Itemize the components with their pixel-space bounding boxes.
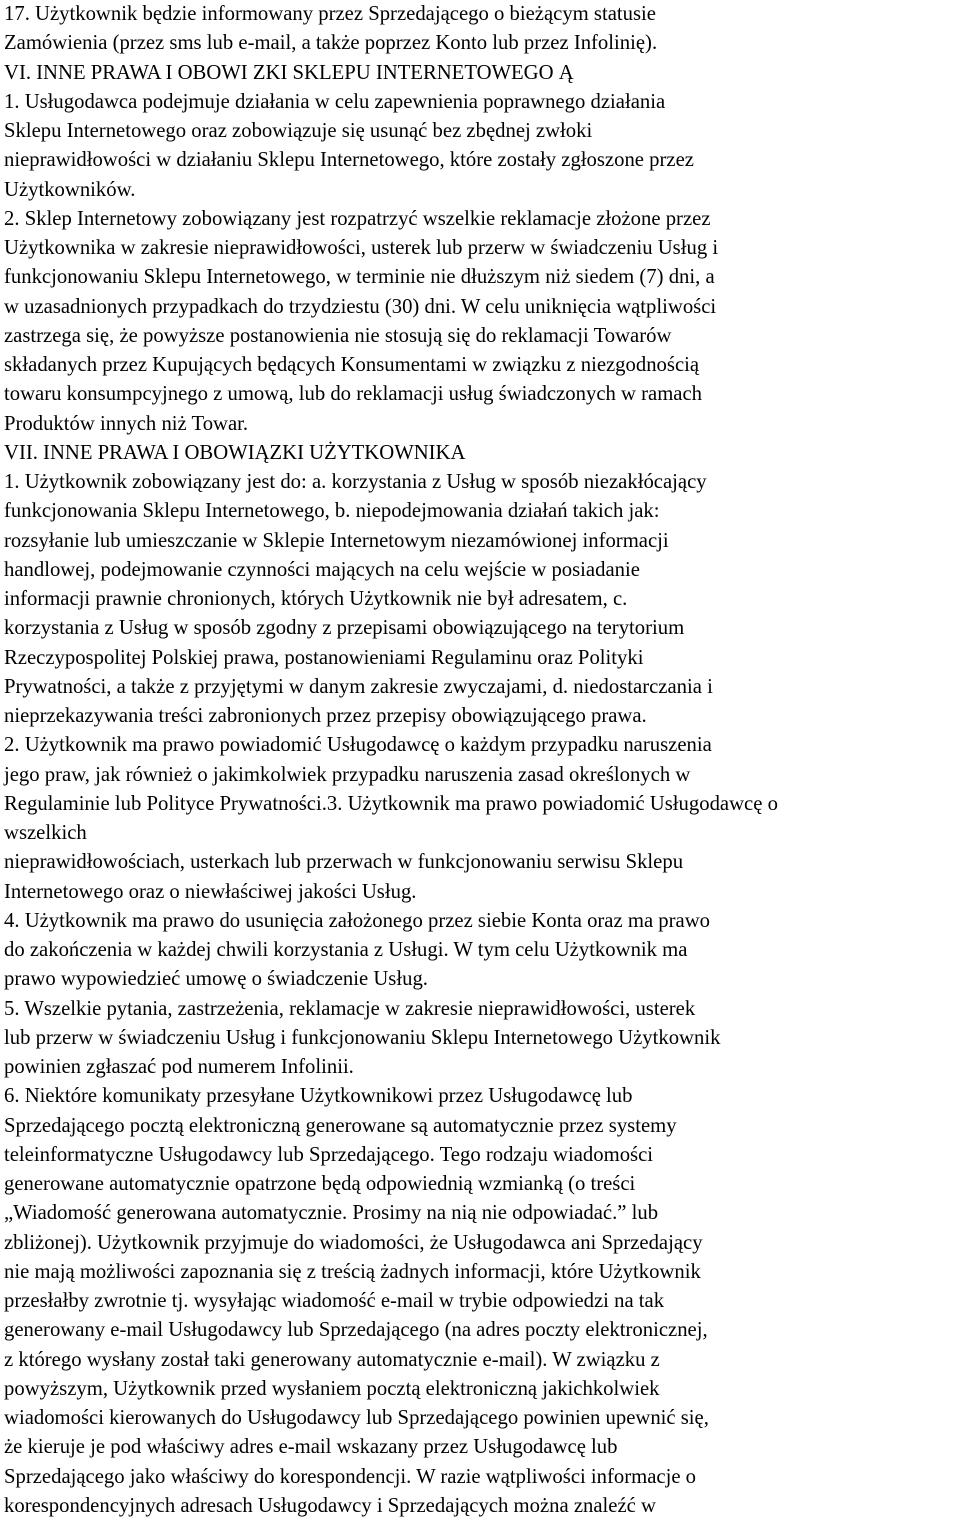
text-line: wiadomości kierowanych do Usługodawcy lub Sprzedającego powinien upewnić się, — [4, 1407, 709, 1429]
text-line: Sprzedającego jako właściwy do korespondencji. W razie wątpliwości informacje o — [4, 1465, 697, 1488]
text-line: nieprzekazywania treści zabronionych przez przepisy obowiązującego prawa. — [4, 705, 647, 727]
text-line: 2. Użytkownik ma prawo powiadomić Usługodawcę o każdym przypadku naruszenia — [4, 734, 712, 757]
text-line: 6. Niektóre komunikaty przesyłane Użytkownikowi przez Usługodawcę lub — [4, 1085, 633, 1108]
text-line: Internetowego oraz o niewłaściwej jakości Usług. — [4, 880, 417, 903]
text-line: Sklepu Internetowego oraz zobowiązuje się usunąć bez zbędnej zwłoki — [4, 120, 593, 142]
text-line: Rzeczypospolitej Polskiej prawa, postanowieniami Regulaminu oraz Polityki — [4, 646, 644, 669]
text-line: generowane automatycznie opatrzone będą odpowiednią wzmianką (o treści — [4, 1173, 636, 1195]
text-line: VI. INNE PRAWA I OBOWI ZKI SKLEPU INTERNETOWEGO Ą — [4, 61, 574, 84]
text-line: funkcjonowania Sklepu Internetowego, b. niepodejmowania działań takich jak: — [4, 500, 660, 523]
text-line: zastrzega się, że powyższe postanowienia nie stosują się do reklamacji Towarów — [4, 324, 672, 347]
text-line: teleinformatyczne Usługodawcy lub Sprzedającego. Tego rodzaju wiadomości — [4, 1143, 654, 1166]
text-line: Sprzedającego pocztą elektroniczną generowane są automatycznie przez systemy — [4, 1114, 677, 1137]
text-line: lub przerw w świadczeniu Usług i funkcjonowaniu Sklepu Internetowego Użytkownik — [4, 1026, 721, 1049]
text-line: VII. INNE PRAWA I OBOWIĄZKI UŻYTKOWNIKA — [4, 441, 466, 464]
text-line: 1. Usługodawca podejmuje działania w celu zapewnienia poprawnego działania — [4, 90, 666, 113]
text-line: wszelkich — [4, 822, 87, 844]
text-line: informacji prawnie chronionych, których Użytkownik nie był adresatem, c. — [4, 588, 628, 610]
text-line: składanych przez Kupujących będących Konsumentami w związku z niezgodnością — [4, 354, 700, 376]
text-line: z którego wysłany został taki generowany automatycznie e-mail). W związku z — [4, 1348, 660, 1371]
text-line: rozsyłanie lub umieszczanie w Sklepie Internetowym niezamówionej informacji — [4, 529, 669, 552]
text-line: jego praw, jak również o jakimkolwiek przypadku naruszenia zasad określonych w — [4, 763, 691, 786]
text-line: Zamówienia (przez sms lub e-mail, a także poprzez Konto lub przez Infolinię). — [4, 32, 658, 55]
text-line: do zakończenia w każdej chwili korzystania z Usługi. W tym celu Użytkownik ma — [4, 939, 688, 961]
text-line: powyższym, Użytkownik przed wysłaniem pocztą elektroniczną jakichkolwiek — [4, 1377, 660, 1400]
text-line: towaru konsumpcyjnego z umową, lub do reklamacji usług świadczonych w ramach — [4, 383, 703, 406]
text-line: nieprawidłowości w działaniu Sklepu Internetowego, które zostały zgłoszone przez — [4, 149, 694, 172]
text-line: 17. Użytkownik będzie informowany przez Sprzedającego o bieżącym statusie — [4, 3, 656, 25]
text-line: Prywatności, a także z przyjętymi w danym zakresie zwyczajami, d. niedostarczania i — [4, 675, 713, 698]
text-line: nieprawidłowościach, usterkach lub przerwach w funkcjonowaniu serwisu Sklepu — [4, 851, 684, 874]
text-line: korzystania z Usług w sposób zgodny z przepisami obowiązującego na terytorium — [4, 617, 685, 640]
text-line: Regulaminie lub Polityce Prywatności.3. Użytkownik ma prawo powiadomić Usługodawcę o — [4, 792, 778, 815]
text-line: prawo wypowiedzieć umowę o świadczenie Usług. — [4, 968, 428, 991]
text-line: Użytkowników. — [4, 178, 136, 201]
text-line: „Wiadomość generowana automatycznie. Prosimy na nią nie odpowiadać.” lub — [4, 1202, 659, 1225]
text-line: korespondencyjnych adresach Usługodawcy i Sprzedających można znaleźć w — [4, 1494, 656, 1517]
text-line: Produktów innych niż Towar. — [4, 412, 249, 435]
text-line: 2. Sklep Internetowy zobowiązany jest rozpatrzyć wszelkie reklamacje złożone przez — [4, 207, 711, 230]
text-line: w uzasadnionych przypadkach do trzydziestu (30) dni. W celu uniknięcia wątpliwości — [4, 295, 717, 318]
text-line: 4. Użytkownik ma prawo do usunięcia założonego przez siebie Konta oraz ma prawo — [4, 909, 710, 932]
text-line: przesłałby zwrotnie tj. wysyłając wiadomość e-mail w trybie odpowiedzi na tak — [4, 1290, 665, 1312]
text-line: nie mają możliwości zapoznania się z treścią żadnych informacji, które Użytkownik — [4, 1260, 701, 1283]
text-line: 1. Użytkownik zobowiązany jest do: a. korzystania z Usług w sposób niezakłócający — [4, 471, 707, 493]
text-line: 5. Wszelkie pytania, zastrzeżenia, reklamacje w zakresie nieprawidłowości, usterek — [4, 997, 696, 1020]
text-line: zbliżonej). Użytkownik przyjmuje do wiadomości, że Usługodawca ani Sprzedający — [4, 1231, 703, 1254]
text-line: handlowej, podejmowanie czynności mających na celu wejście w posiadanie — [4, 558, 640, 581]
text-line: powinien zgłaszać pod numerem Infolinii. — [4, 1056, 354, 1078]
text-line: Użytkownika w zakresie nieprawidłowości, usterek lub przerw w świadczeniu Usług i — [4, 237, 719, 259]
text-line: generowany e-mail Usługodawcy lub Sprzedającego (na adres poczty elektronicznej, — [4, 1319, 708, 1342]
text-line: że kieruje je pod właściwy adres e-mail wskazany przez Usługodawcę lub — [4, 1436, 618, 1459]
text-line: funkcjonowaniu Sklepu Internetowego, w terminie nie dłuższym niż siedem (7) dni, a — [4, 266, 715, 289]
